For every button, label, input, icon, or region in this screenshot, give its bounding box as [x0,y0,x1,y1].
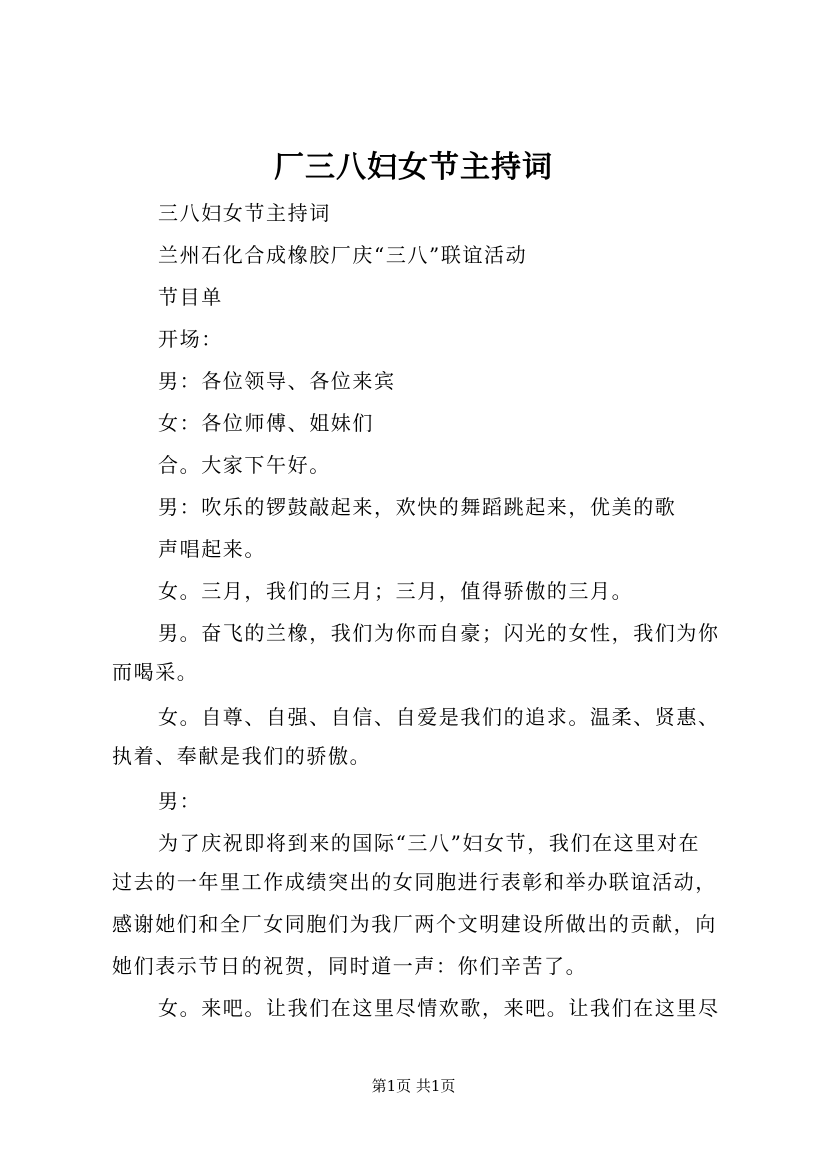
text-line: 女。三月，我们的三月；三月，值得骄傲的三月。 [158,579,634,603]
text-line: 而喝采。 [112,660,199,684]
text-line: 男：吹乐的锣鼓敲起来，欢快的舞蹈跳起来，优美的歌 [158,495,677,519]
text-line: 兰州石化合成橡胶厂庆“三八”联谊活动 [158,243,528,267]
text-line: 她们表示节日的祝贺，同时道一声：你们辛苦了。 [112,954,588,978]
text-line: 三八妇女节主持词 [158,201,331,225]
text-line: 男。奋飞的兰橡，我们为你而自豪；闪光的女性，我们为你 [158,621,720,645]
text-line: 节目单 [158,285,223,309]
text-line: 合。大家下午好。 [158,453,331,477]
text-line: 女：各位师傅、姐妹们 [158,411,374,435]
text-line: 感谢她们和全厂女同胞们为我厂两个文明建设所做出的贡献，向 [112,912,717,936]
text-line: 为了庆祝即将到来的国际“三八”妇女节，我们在这里对在 [158,831,701,855]
page-footer: 第1页 共1页 [371,1077,456,1095]
text-line: 女。来吧。让我们在这里尽情欢歌，来吧。让我们在这里尽 [158,996,720,1020]
text-line: 声唱起来。 [158,537,266,561]
text-line: 女。自尊、自强、自信、自爱是我们的追求。温柔、贤惠、 [158,705,720,729]
text-line: 执着、奉献是我们的骄傲。 [112,744,372,768]
text-line: 男： [158,789,202,813]
text-line: 过去的一年里工作成绩突出的女同胞进行表彰和举办联谊活动， [112,870,717,894]
text-line: 开场： [158,327,223,351]
document-title: 厂三八妇女节主持词 [274,150,553,185]
text-line: 男：各位领导、各位来宾 [158,369,396,393]
